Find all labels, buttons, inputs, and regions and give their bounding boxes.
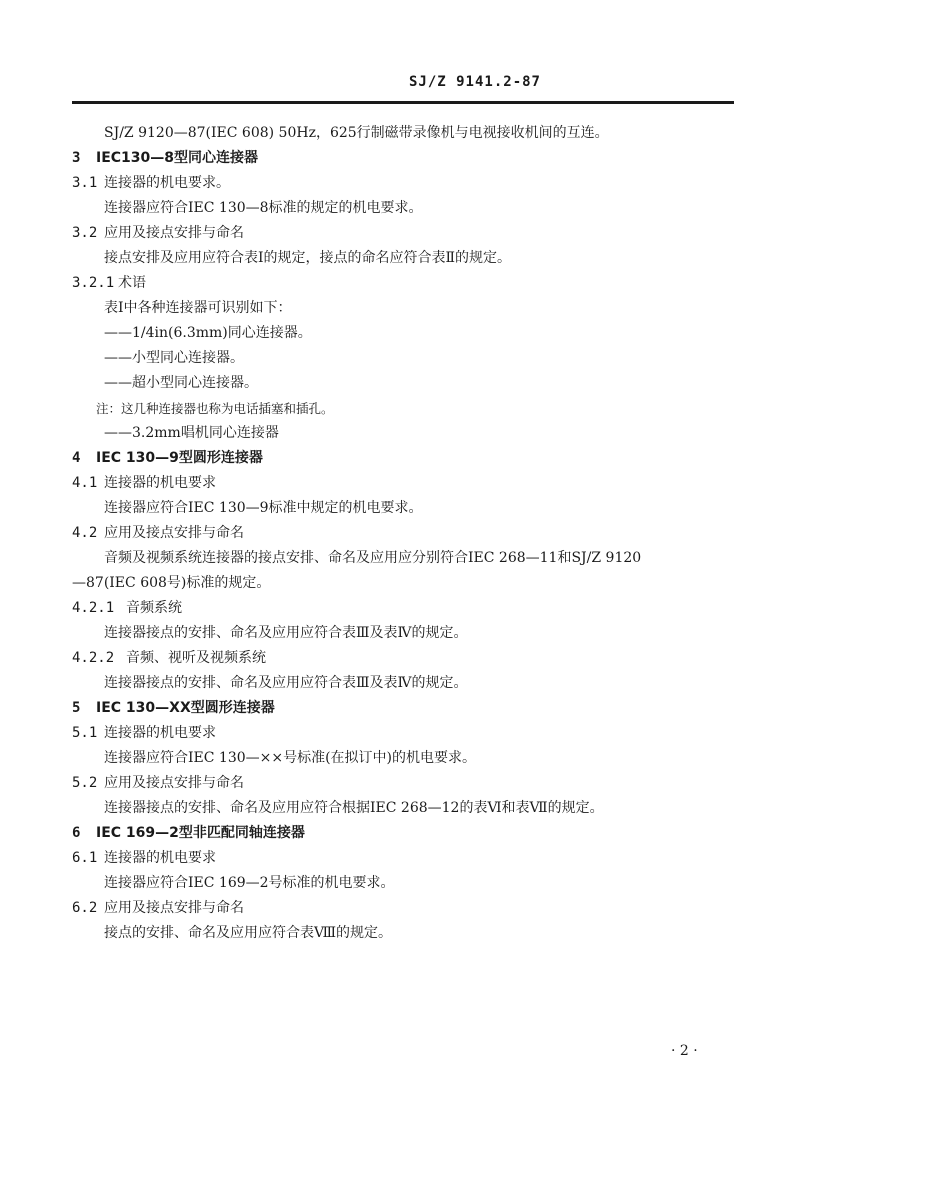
section-number: 3.2	[72, 225, 98, 241]
subsection-heading	[72, 474, 216, 492]
section-heading	[72, 449, 263, 467]
section-number: 3.2.1	[72, 275, 115, 291]
section-number: 6	[72, 825, 81, 841]
subsection-heading	[72, 724, 216, 742]
subsection-heading	[72, 649, 266, 667]
list-item: ——3.2mm唱机同心连接器	[104, 425, 279, 441]
section-heading	[72, 824, 305, 842]
section-number: 4	[72, 450, 81, 466]
section-title: IEC 130—9型圆形连接器	[96, 450, 263, 466]
section-number: 6.1	[72, 850, 98, 866]
body-text: 音频及视频系统连接器的接点安排、命名及应用应分别符合IEC 268—11和SJ/Z 9120	[104, 550, 642, 566]
section-heading	[72, 149, 258, 167]
section-number: 4.2.1	[72, 600, 115, 616]
note-text: 注：这几种连接器也称为电话插塞和插孔。	[96, 401, 334, 416]
body-text: 连接器应符合IEC 130—××号标准(在拟订中)的机电要求。	[104, 750, 477, 766]
section-title: 应用及接点安排与命名	[104, 900, 244, 916]
list-item: ——小型同心连接器。	[104, 350, 244, 366]
subsection-heading	[72, 849, 216, 867]
section-title: 应用及接点安排与命名	[104, 225, 244, 241]
subsection-heading	[72, 774, 244, 792]
list-item: ——超小型同心连接器。	[104, 375, 258, 391]
subsection-heading	[72, 224, 244, 242]
body-text: 接点的安排、命名及应用应符合表Ⅷ的规定。	[104, 925, 393, 941]
body-text: 连接器接点的安排、命名及应用应符合根据IEC 268—12的表Ⅵ和表Ⅶ的规定。	[104, 800, 604, 816]
section-title: 应用及接点安排与命名	[104, 525, 244, 541]
body-text: —87(IEC 608号)标准的规定。	[72, 575, 271, 591]
section-title: 音频系统	[126, 600, 182, 616]
page-number: · 2 ·	[671, 1043, 698, 1059]
list-item: ——1/4in(6.3mm)同心连接器。	[104, 325, 312, 341]
section-number: 3	[72, 150, 81, 166]
document-code: SJ/Z 9141.2-87	[408, 74, 541, 90]
body-text: SJ/Z 9120—87(IEC 608) 50Hz，625行制磁带录像机与电视接收机间的互连。	[104, 125, 609, 141]
section-title: 连接器的机电要求	[104, 850, 216, 866]
body-text: 连接器接点的安排、命名及应用应符合表Ⅲ及表Ⅳ的规定。	[104, 675, 468, 691]
subsection-heading	[72, 599, 182, 617]
section-number: 3.1	[72, 175, 98, 191]
body-text: 连接器应符合IEC 130—8标准的规定的机电要求。	[104, 200, 423, 216]
section-title: IEC130—8型同心连接器	[96, 150, 259, 166]
section-number: 4.2	[72, 525, 98, 541]
section-number: 4.1	[72, 475, 98, 491]
section-title: 连接器的机电要求	[104, 725, 216, 741]
subsection-heading	[72, 274, 146, 292]
body-text: 表Ⅰ中各种连接器可识别如下：	[104, 300, 292, 316]
subsection-heading	[72, 174, 230, 192]
section-title: 音频、视听及视频系统	[126, 650, 266, 666]
section-number: 6.2	[72, 900, 98, 916]
section-number: 5.1	[72, 725, 98, 741]
section-title: IEC 169—2型非匹配同轴连接器	[96, 825, 305, 841]
subsection-heading	[72, 899, 244, 917]
section-title: IEC 130—XX型圆形连接器	[96, 700, 275, 716]
section-title: 应用及接点安排与命名	[104, 775, 244, 791]
body-text: 连接器应符合IEC 130—9标准中规定的机电要求。	[104, 500, 423, 516]
body-text: 连接器接点的安排、命名及应用应符合表Ⅲ及表Ⅳ的规定。	[104, 625, 468, 641]
section-title: 术语	[118, 275, 146, 291]
section-title: 连接器的机电要求。	[104, 175, 230, 191]
section-number: 4.2.2	[72, 650, 115, 666]
subsection-heading	[72, 524, 244, 542]
section-heading	[72, 699, 275, 717]
section-number: 5	[72, 700, 81, 716]
body-text: 连接器应符合IEC 169—2号标准的机电要求。	[104, 875, 395, 891]
body-text: 接点安排及应用应符合表Ⅰ的规定，接点的命名应符合表Ⅱ的规定。	[104, 250, 512, 266]
section-title: 连接器的机电要求	[104, 475, 216, 491]
header-rule	[72, 101, 734, 104]
section-number: 5.2	[72, 775, 98, 791]
